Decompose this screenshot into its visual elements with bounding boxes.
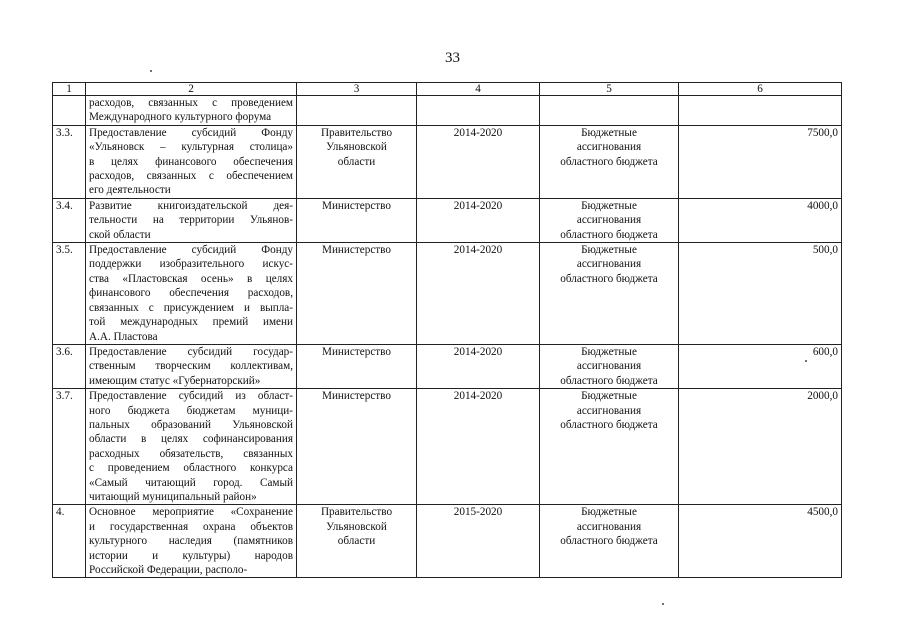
row-number: 3.6. [53, 344, 86, 388]
table-row [53, 505, 842, 578]
funding-source-line: ассигнования [576, 141, 642, 154]
description-line: с проведением областного конкурса [89, 462, 293, 475]
row-number: 3.7. [53, 389, 86, 505]
column-header: 4 [417, 83, 540, 96]
description-line: Развитие книгоиздательской дея- [89, 199, 293, 212]
activity-description [86, 389, 297, 505]
funding-source [540, 96, 679, 126]
description-line: культурного наследия (памятников [89, 535, 293, 548]
executor [297, 198, 417, 242]
executor [297, 125, 417, 198]
funding-source-line: ассигнования [576, 404, 642, 417]
row-number: 4. [53, 505, 86, 578]
scan-speck [662, 603, 664, 605]
description-line: расходов, связанных с проведением [89, 97, 293, 109]
funding-source [540, 505, 679, 578]
description-line: имеющим статус «Губернаторский» [89, 374, 261, 387]
description-line: ного бюджета бюджетам муници- [89, 404, 293, 417]
executor [297, 344, 417, 388]
description-line: «Самый читающий город. Самый [89, 476, 293, 489]
row-number: 3.5. [53, 243, 86, 345]
activity-description [86, 344, 297, 388]
funding-source [540, 198, 679, 242]
period: 2014-2020 [417, 243, 540, 345]
period: 2014-2020 [417, 198, 540, 242]
amount: 7500,0 [679, 125, 842, 198]
executor [297, 505, 417, 578]
funding-source-line: Бюджетные [581, 506, 637, 519]
amount: 2000,0 [679, 389, 842, 505]
funding-source-line: ассигнования [576, 520, 642, 533]
description-line: Предоставление субсидий Фонду [89, 126, 293, 139]
executor-line: Ульяновской [326, 141, 387, 154]
funding-source [540, 125, 679, 198]
description-line: ства «Пластовская осень» в целях [89, 272, 293, 285]
period: 2014-2020 [417, 125, 540, 198]
row-number: 3.3. [53, 125, 86, 198]
funding-source-line: Бюджетные [581, 390, 637, 403]
table-row [53, 389, 842, 505]
table-header-row [53, 83, 842, 96]
column-header: 5 [540, 83, 679, 96]
amount: 4500,0 [679, 505, 842, 578]
executor-line: Министерство [322, 199, 391, 212]
description-line: связанных с присуждением и выпла- [89, 301, 293, 314]
executor [297, 389, 417, 505]
description-line: расходов, связанных с обеспечением [89, 170, 293, 183]
funding-source-line: Бюджетные [581, 345, 637, 358]
funding-source [540, 243, 679, 345]
funding-source [540, 344, 679, 388]
row-number [53, 96, 86, 126]
page-number: 33 [445, 50, 460, 66]
description-line: Основное мероприятие «Сохранение [89, 506, 293, 519]
table-row [53, 243, 842, 345]
description-line: Международного культурного форума [89, 111, 272, 124]
executor-line: области [337, 155, 376, 168]
executor [297, 96, 417, 126]
activity-description [86, 505, 297, 578]
activity-description [86, 125, 297, 198]
description-line: его деятельности [89, 184, 171, 197]
amount: 500,0 [679, 243, 842, 345]
executor-line: Правительство [320, 506, 393, 519]
funding-source-line: Бюджетные [581, 244, 637, 257]
period: 2015-2020 [417, 505, 540, 578]
description-line: пальных образований Ульяновской [89, 418, 293, 431]
description-line: Российской Федерации, располо- [89, 564, 248, 576]
scan-speck [150, 70, 152, 72]
description-line: области в целях софинансирования [89, 433, 293, 446]
description-line: истории и культуры) народов [89, 549, 293, 562]
period [417, 96, 540, 126]
description-line: и государственная охрана объектов [89, 520, 293, 533]
description-line: поддержки изобразительного искус- [89, 258, 293, 271]
column-header: 2 [86, 83, 297, 96]
table-row [53, 344, 842, 388]
executor-line: Министерство [322, 390, 391, 403]
executor-line: области [337, 535, 376, 548]
column-header: 3 [297, 83, 417, 96]
description-line: читающий муниципальный район» [89, 490, 257, 503]
funding-source-line: областного бюджета [560, 272, 658, 285]
row-number: 3.4. [53, 198, 86, 242]
table-row [53, 96, 842, 126]
amount [679, 96, 842, 126]
funding-source-line: областного бюджета [560, 155, 658, 168]
activity-description [86, 96, 297, 126]
activity-description [86, 198, 297, 242]
scan-speck [805, 360, 807, 362]
executor-line: Ульяновской [326, 520, 387, 533]
description-line: А.А. Пластова [89, 330, 158, 343]
activities-table [52, 82, 842, 578]
funding-source-line: областного бюджета [560, 535, 658, 548]
funding-source-line: областного бюджета [560, 228, 658, 241]
executor-line: Министерство [322, 345, 391, 358]
executor-line: Министерство [322, 244, 391, 257]
executor-line: Правительство [320, 126, 393, 139]
description-line: Предоставление субсидий государ- [89, 345, 293, 358]
period: 2014-2020 [417, 389, 540, 505]
description-line: той международных премий имени [89, 316, 293, 329]
funding-source-line: ассигнования [576, 258, 642, 271]
description-line: Предоставление субсидий Фонду [89, 244, 293, 257]
table-row [53, 125, 842, 198]
description-line: «Ульяновск – культурная столица» [89, 141, 293, 154]
description-line: ственным творческим коллективам, [89, 360, 293, 373]
executor [297, 243, 417, 345]
amount: 600,0 [679, 344, 842, 388]
funding-source-line: областного бюджета [560, 374, 658, 387]
funding-source-line: ассигнования [576, 360, 642, 373]
description-line: финансового обеспечения расходов, [89, 287, 293, 300]
column-header: 1 [53, 83, 86, 96]
funding-source-line: Бюджетные [581, 199, 637, 212]
period: 2014-2020 [417, 344, 540, 388]
description-line: тельности на территории Ульянов- [89, 214, 293, 227]
description-line: в целях финансового обеспечения [89, 155, 293, 168]
funding-source [540, 389, 679, 505]
table-row [53, 198, 842, 242]
amount: 4000,0 [679, 198, 842, 242]
description-line: ской области [89, 228, 151, 241]
column-header: 6 [679, 83, 842, 96]
funding-source-line: ассигнования [576, 214, 642, 227]
activity-description [86, 243, 297, 345]
funding-source-line: Бюджетные [581, 126, 637, 139]
funding-source-line: областного бюджета [560, 418, 658, 431]
description-line: Предоставление субсидий из област- [89, 390, 293, 403]
description-line: расходных обязательств, связанных [89, 447, 293, 460]
